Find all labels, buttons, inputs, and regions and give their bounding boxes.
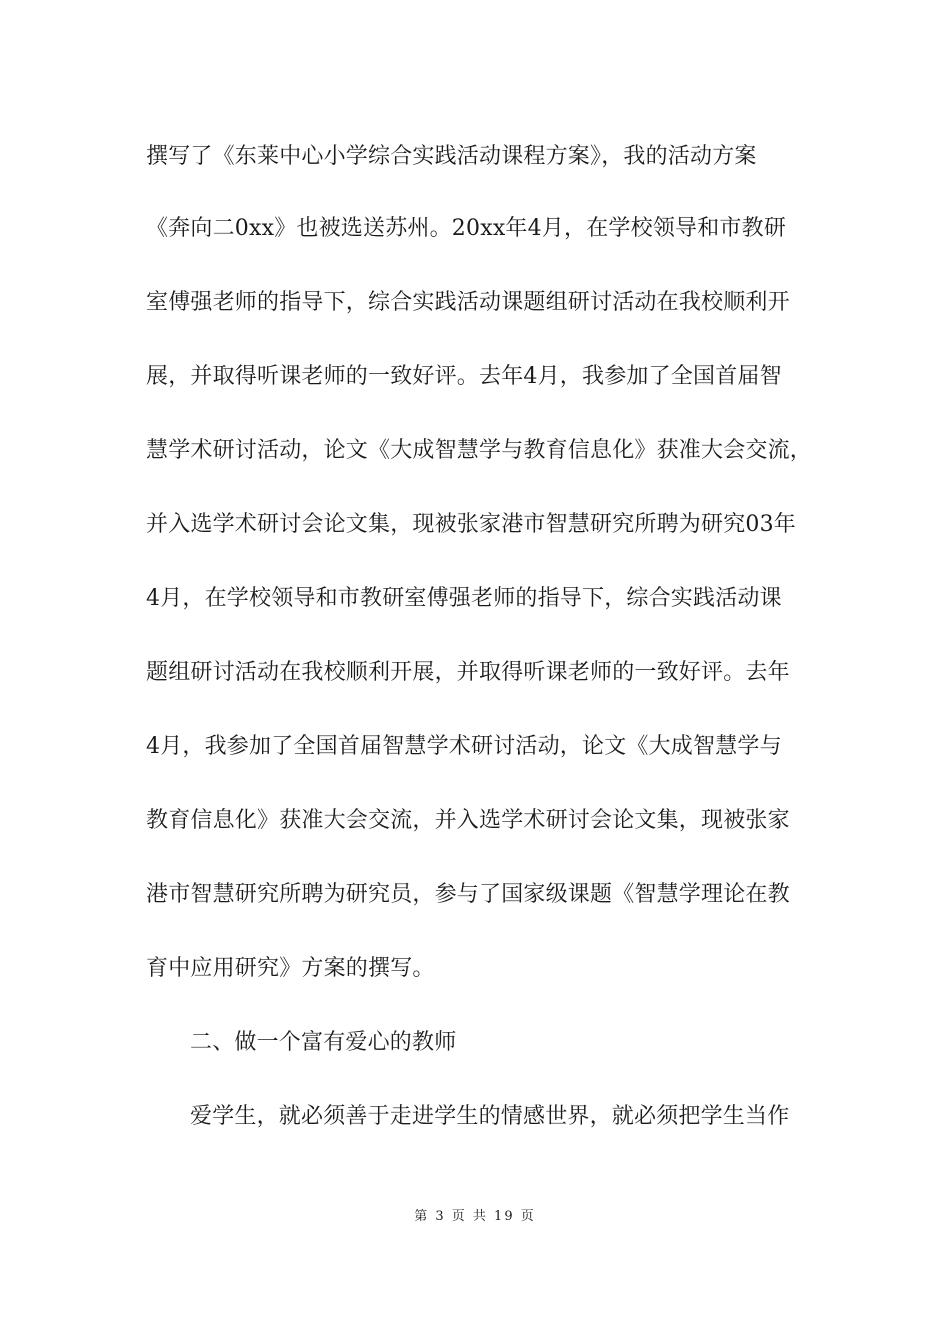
paragraph-line: 题组研讨活动在我校顺利开展，并取得听课老师的一致好评。去年 — [146, 660, 790, 685]
paragraph-line: 爱学生，就必须善于走进学生的情感世界，就必须把学生当作 — [190, 1104, 790, 1129]
paragraph-line: 《奔向二0xx》也被选送苏州。20xx年4月，在学校领导和市教研 — [146, 216, 787, 241]
paragraph-line: 慧学术研讨活动，论文《大成智慧学与教育信息化》获准大会交流， — [146, 438, 813, 463]
paragraph-line: 展，并取得听课老师的一致好评。去年4月，我参加了全国首届智 — [146, 364, 782, 389]
paragraph-line: 4月，我参加了全国首届智慧学术研讨活动，论文《大成智慧学与 — [146, 734, 782, 759]
paragraph-line: 育中应用研究》方案的撰写。 — [146, 956, 435, 981]
paragraph-line: 室傅强老师的指导下，综合实践活动课题组研讨活动在我校顺利开 — [146, 290, 790, 315]
paragraph-line: 教育信息化》获准大会交流，并入选学术研讨会论文集，现被张家 — [146, 808, 790, 833]
page-footer: 第 3 页 共 19 页 — [414, 1209, 536, 1224]
section-heading: 二、做一个富有爱心的教师 — [190, 1030, 457, 1055]
paragraph-line: 港市智慧研究所聘为研究员，参与了国家级课题《智慧学理论在教 — [146, 882, 790, 907]
paragraph-line: 撰写了《东莱中心小学综合实践活动课程方案》，我的活动方案 — [146, 144, 757, 169]
paragraph-line: 并入选学术研讨会论文集，现被张家港市智慧研究所聘为研究03年 — [146, 512, 796, 537]
paragraph-line: 4月，在学校领导和市教研室傅强老师的指导下，综合实践活动课 — [146, 586, 782, 611]
